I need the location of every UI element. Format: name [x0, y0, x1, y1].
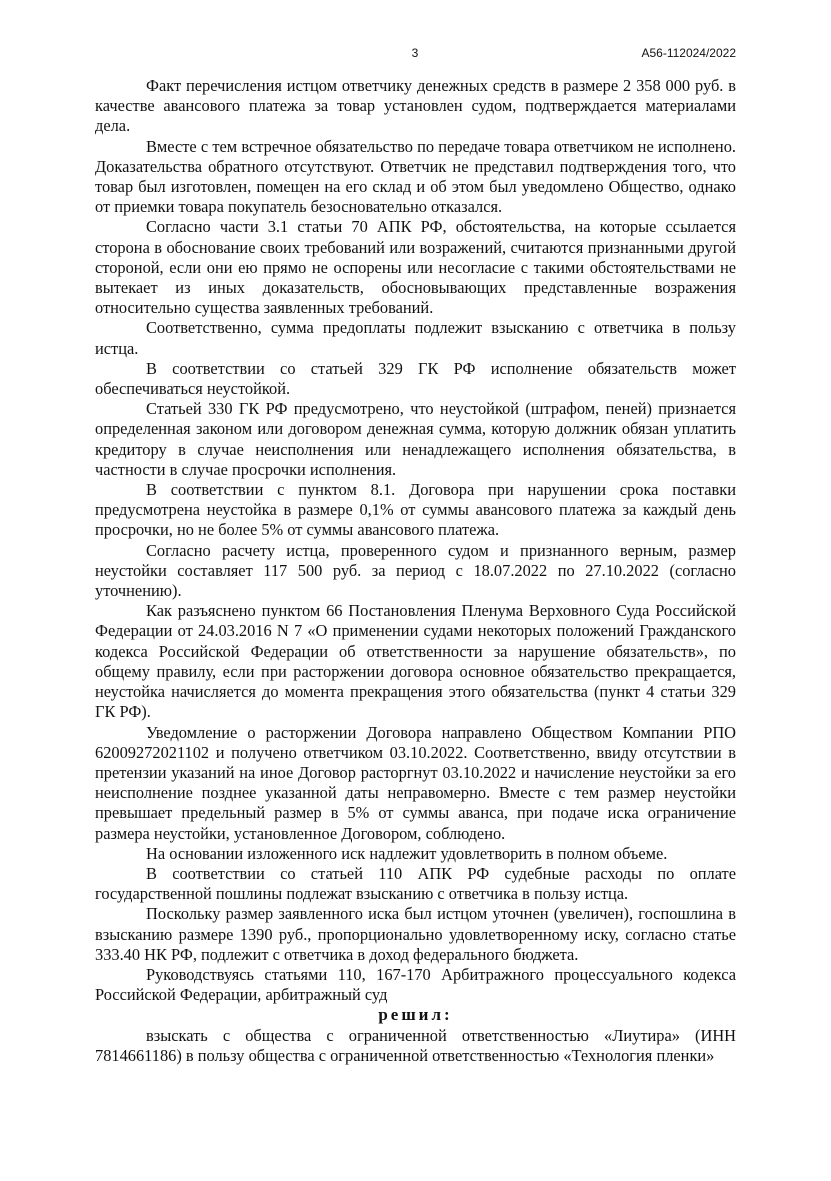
- paragraph: Согласно расчету истца, проверенного судом и признанного верным, размер неустойки составляет 117 500 руб. за период с 18.07.2022 по 27.10.2022 (согласно уточнению).: [95, 540, 736, 601]
- decision-paragraph: взыскать с общества с ограниченной ответственностью «Лиутира» (ИНН 7814661186) в пользу общества с ограниченной ответственностью «Технология пленки»: [95, 1025, 736, 1065]
- paragraph: Руководствуясь статьями 110, 167-170 Арбитражного процессуального кодекса Российской Федерации, арбитражный суд: [95, 964, 736, 1005]
- paragraph: Согласно части 3.1 статьи 70 АПК РФ, обстоятельства, на которые ссылается сторона в обоснование своих требований или возражений, считаются признанными другой стороной, если они ею прямо не оспорены или несогласие с такими обстоятельствами не вытекает из иных доказательств, обосновывающих представленные возражения относительно существа заявленных требований.: [95, 217, 736, 318]
- page-number: 3: [411, 46, 419, 60]
- paragraph: Как разъяснено пунктом 66 Постановления Пленума Верховного Суда Российской Федерации от 24.03.2016 N 7 «О применении судами некоторых положений Гражданского кодекса Российской Федерации об ответственности за нарушение обязательств», по общему правилу, если при расторжении договора основное обязательство прекращается, неустойка начисляется до момента прекращения этого обязательства (пункт 4 статьи 329 ГК РФ).: [95, 601, 736, 722]
- paragraph: Поскольку размер заявленного иска был истцом уточнен (увеличен), госпошлина в взысканию размере 1390 руб., пропорционально удовлетворенному иску, согласно статье 333.40 НК РФ, подлежит с ответчика в доход федерального бюджета.: [95, 904, 736, 964]
- case-number: А56-112024/2022: [641, 46, 736, 60]
- document-body: [95, 76, 736, 1066]
- paragraph: Уведомление о расторжении Договора направлено Обществом Компании РПО 62009272021102 и получено ответчиком 03.10.2022. Соответственно, ввиду отсутствии в претензии указаний на иное Договор расторгнут 03.10.2022 и начисление неустойки за его неисполнение позднее указанной даты неправомерно. Вместе с тем размер неустойки превышает предельный размер в 5% от суммы аванса, при подаче иска ограничение размера неустойки, установленное Договором, соблюдено.: [95, 722, 736, 843]
- paragraph: В соответствии со статьей 110 АПК РФ судебные расходы по оплате государственной пошлины подлежат взысканию с ответчика в пользу истца.: [95, 863, 736, 904]
- decision-heading: решил:: [378, 1005, 453, 1025]
- paragraph: Факт перечисления истцом ответчику денежных средств в размере 2 358 000 руб. в качестве авансового платежа за товар установлен судом, подтверждается материалами дела.: [95, 76, 736, 136]
- paragraph: Вместе с тем встречное обязательство по передаче товара ответчиком не исполнено. Доказательства обратного отсутствуют. Ответчик не представил подтверждения того, что товар был изготовлен, помещен на его склад и об этом был уведомлено Общество, однако от приемки товара покупатель безосновательно отказался.: [95, 136, 736, 217]
- paragraph: Статьей 330 ГК РФ предусмотрено, что неустойкой (штрафом, пеней) признается определенная законом или договором денежная сумма, которую должник обязан уплатить кредитору в случае неисполнения или ненадлежащего исполнения обязательства, в частности в случае просрочки исполнения.: [95, 399, 736, 479]
- paragraph: Соответственно, сумма предоплаты подлежит взысканию с ответчика в пользу истца.: [95, 318, 736, 358]
- paragraph: В соответствии со статьей 329 ГК РФ исполнение обязательств может обеспечиваться неустойкой.: [95, 358, 736, 399]
- paragraph: На основании изложенного иск надлежит удовлетворить в полном объеме.: [146, 843, 668, 863]
- paragraph: В соответствии с пунктом 8.1. Договора при нарушении срока поставки предусмотрена неустойка в размере 0,1% от суммы авансового платежа за каждый день просрочки, но не более 5% от суммы авансового платежа.: [95, 480, 736, 540]
